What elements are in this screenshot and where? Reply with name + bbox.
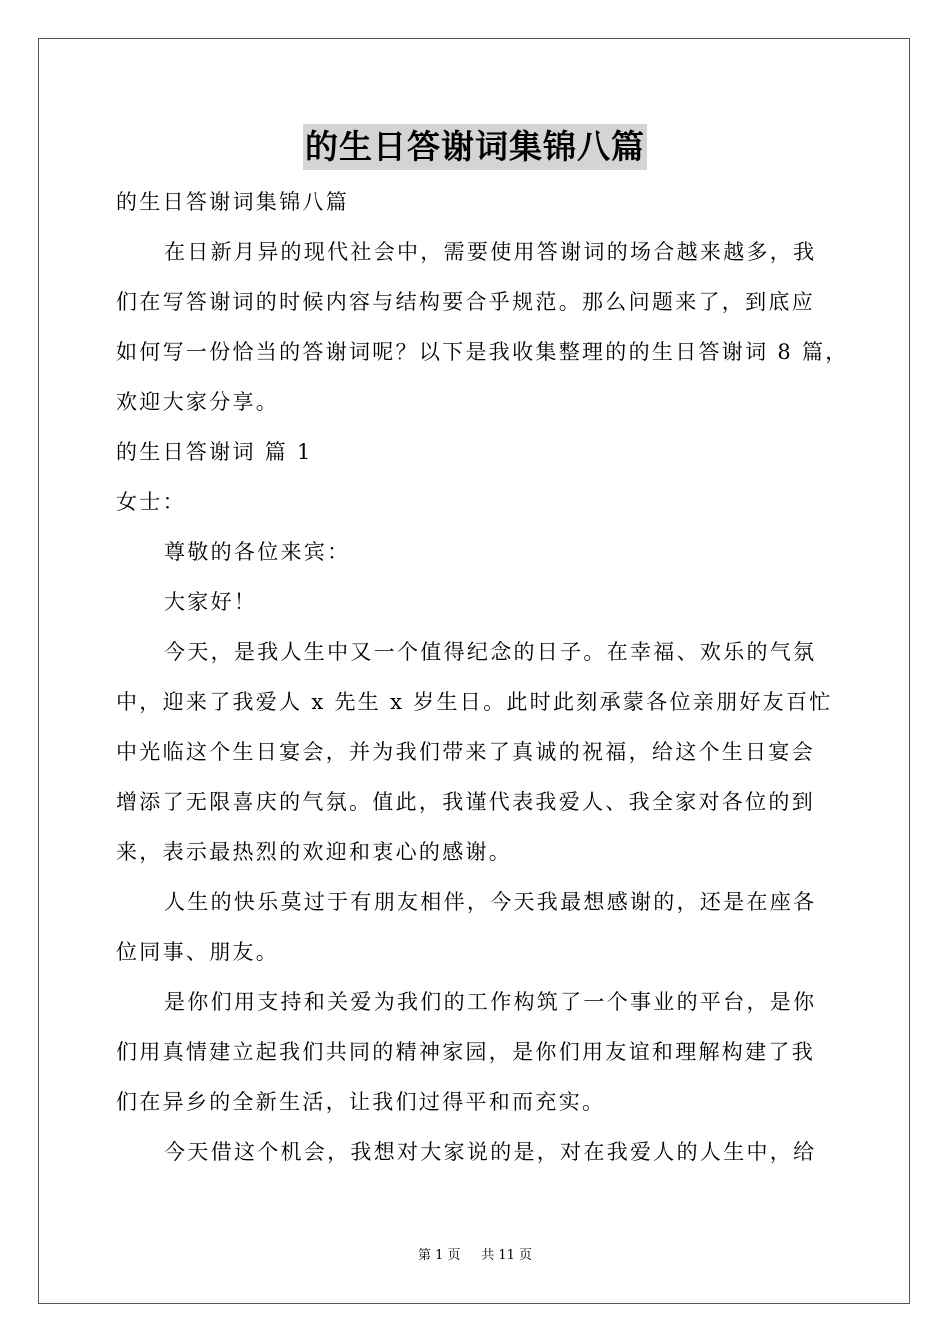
- text-line: 是你们用支持和关爱为我们的工作构筑了一个事业的平台，是你: [164, 990, 817, 1014]
- text-line: 今天借这个机会，我想对大家说的是，对在我爱人的人生中，给: [164, 1140, 817, 1164]
- page-footer: [0, 1246, 950, 1266]
- document-title: 的生日答谢词集锦八篇: [303, 124, 647, 170]
- text-line: 如何写一份恰当的答谢词呢？以下是我收集整理的的生日答谢词 8 篇，: [116, 340, 849, 364]
- title-container: [0, 124, 950, 170]
- text-line: 们用真情建立起我们共同的精神家园，是你们用友谊和理解构建了我: [116, 1040, 815, 1064]
- text-line: 位同事、朋友。: [116, 940, 280, 964]
- text-line: 增添了无限喜庆的气氛。值此，我谨代表我爱人、我全家对各位的到: [116, 790, 815, 814]
- text-line: 尊敬的各位来宾：: [164, 540, 351, 564]
- text-line: 女士：: [116, 490, 186, 514]
- page-total: 共 11 页: [481, 1248, 533, 1263]
- text-line: 中光临这个生日宴会，并为我们带来了真诚的祝福，给这个生日宴会: [116, 740, 815, 764]
- page-number: 第 1 页: [417, 1248, 461, 1263]
- text-line: 的生日答谢词集锦八篇: [116, 190, 349, 214]
- text-line: 来，表示最热烈的欢迎和衷心的感谢。: [116, 840, 513, 864]
- text-line: 欢迎大家分享。: [116, 390, 280, 414]
- text-line: 中，迎来了我爱人 x 先生 x 岁生日。此时此刻承蒙各位亲朋好友百忙: [116, 690, 833, 714]
- text-line: 人生的快乐莫过于有朋友相伴，今天我最想感谢的，还是在座各: [164, 890, 817, 914]
- document-body: [116, 177, 849, 1177]
- text-line: 们在写答谢词的时候内容与结构要合乎规范。那么问题来了，到底应: [116, 290, 815, 314]
- text-line: 大家好！: [164, 590, 258, 614]
- text-line: 们在异乡的全新生活，让我们过得平和而充实。: [116, 1090, 606, 1114]
- text-line: 在日新月异的现代社会中，需要使用答谢词的场合越来越多，我: [164, 240, 817, 264]
- text-line: 的生日答谢词 篇 1: [116, 440, 313, 464]
- text-line: 今天，是我人生中又一个值得纪念的日子。在幸福、欢乐的气氛: [164, 640, 817, 664]
